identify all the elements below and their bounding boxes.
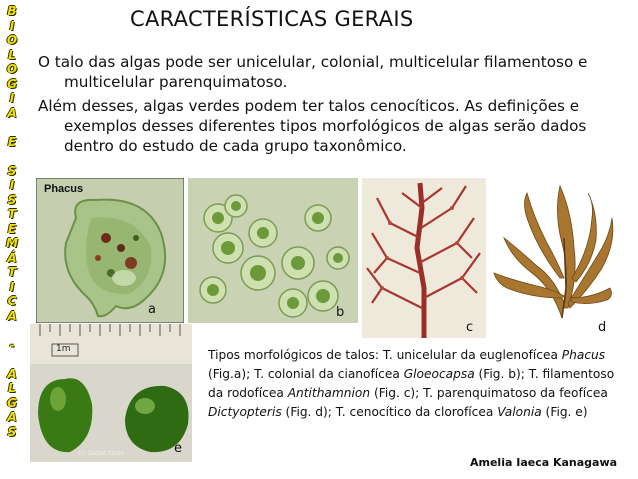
figure-b-gloeocapsa-photo xyxy=(188,178,358,323)
caption-species-phacus: Phacus xyxy=(561,348,606,362)
sidebar-letter: B xyxy=(7,4,17,18)
caption-species-gloeocapsa: Gloeocapsa xyxy=(403,367,475,381)
figure-caption xyxy=(208,346,626,422)
sidebar-letter: M xyxy=(6,236,18,250)
sidebar-letter: L xyxy=(8,47,16,62)
sidebar-letter xyxy=(10,323,14,338)
figure-e-ruler-text: 1m xyxy=(56,344,71,354)
caption-text: Tipos morfológicos de talos: T. unicelular da euglenofícea xyxy=(208,348,562,362)
sidebar-letter: - xyxy=(9,337,15,352)
author-name: Amelia Iaeca Kanagawa xyxy=(470,456,618,469)
sidebar-letter: E xyxy=(7,221,17,236)
figure-e-label: e xyxy=(174,441,182,456)
sidebar-letter: I xyxy=(9,178,15,192)
sidebar-vertical-title xyxy=(4,4,20,439)
sidebar-letter: O xyxy=(6,33,18,47)
paragraph-1-text: O talo das algas pode ser unicelular, colonial, multicelular filamentoso e multicelular parenquimatoso. xyxy=(38,53,588,91)
figure-a-label: a xyxy=(148,302,156,317)
figure-e-valonia-photo xyxy=(30,324,192,462)
paragraph-2 xyxy=(38,96,598,156)
sidebar-letter: C xyxy=(7,294,17,308)
sidebar-letter: A xyxy=(7,410,17,424)
caption-species-antithamnion: Antithamnion xyxy=(287,386,371,400)
figure-d-dictyopteris-photo xyxy=(492,178,616,338)
figure-d-label: d xyxy=(598,320,607,335)
sidebar-letter: E xyxy=(7,134,17,149)
sidebar-letter: A xyxy=(7,105,17,120)
sidebar-letter: T xyxy=(7,265,17,279)
sidebar-letter: L xyxy=(8,381,16,395)
sidebar-letter: Á xyxy=(7,250,17,265)
sidebar-letter: T xyxy=(7,207,17,221)
sidebar-letter xyxy=(10,352,14,367)
caption-species-valonia: Valonia xyxy=(497,405,542,419)
slide-title: CARACTERÍSTICAS GERAIS xyxy=(130,7,414,31)
sidebar-letter: I xyxy=(9,18,15,33)
sidebar-letter: I xyxy=(9,91,15,105)
figure-e-photo-credit: (c) Detlef Kloss xyxy=(78,450,124,457)
caption-text: (Fig. c); T. parenquimatoso da feofícea xyxy=(370,386,608,400)
sidebar-letter: G xyxy=(7,395,17,410)
figure-a-overlay-text: Phacus xyxy=(44,183,84,195)
sidebar-letter: O xyxy=(6,62,18,76)
figure-c-antithamnion-photo xyxy=(362,178,486,338)
figure-c-label: c xyxy=(466,320,474,335)
sidebar-letter xyxy=(10,120,14,135)
caption-text: (Fig.a); T. colonial da cianofícea xyxy=(208,367,404,381)
sidebar-letter: S xyxy=(7,192,17,207)
sidebar-letter: A xyxy=(7,308,17,323)
caption-species-dictyopteris: Dictyopteris xyxy=(208,405,282,419)
figure-a-phacus-photo xyxy=(36,178,184,323)
figure-b-label: b xyxy=(336,305,345,320)
sidebar-letter: G xyxy=(7,76,17,91)
paragraph-1 xyxy=(38,52,598,92)
caption-text: (Fig. e) xyxy=(541,405,588,419)
caption-text: (Fig. d); T. cenocítico da clorofícea xyxy=(281,405,498,419)
sidebar-letter: I xyxy=(9,279,15,294)
sidebar xyxy=(0,0,22,479)
caption-text: (Fig. b); T. filamentoso da rodofícea xyxy=(208,367,615,400)
paragraph-2-text: Além desses, algas verdes podem ter talos cenocíticos. As definições e exemplos desses diferentes tipos morfológicos de algas serão dados dentro do estudo de cada grupo taxonômico. xyxy=(38,97,587,155)
sidebar-letter: A xyxy=(7,366,17,381)
sidebar-letter xyxy=(10,149,14,164)
sidebar-letter: S xyxy=(7,424,17,439)
sidebar-letter: S xyxy=(7,163,17,178)
